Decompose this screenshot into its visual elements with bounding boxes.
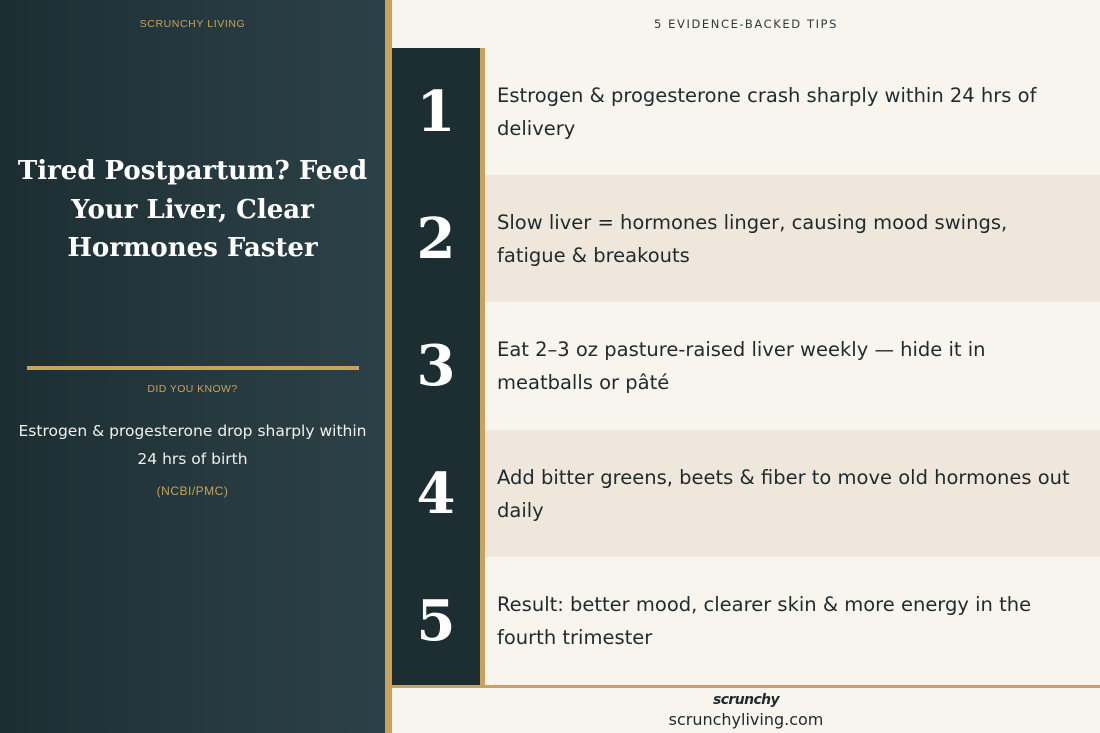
tip-text: Slow liver = hormones linger, causing mood swings, fatigue & breakouts	[485, 175, 1100, 303]
tip-item-3	[392, 302, 1100, 430]
gold-divider	[27, 366, 359, 370]
tip-number: 1	[392, 48, 480, 176]
tip-text: Result: better mood, clearer skin & more energy in the fourth trimester	[485, 557, 1100, 685]
tip-item-1	[392, 48, 1100, 176]
tip-number: 5	[392, 557, 480, 685]
tip-text: Estrogen & progesterone crash sharply within 24 hrs of delivery	[485, 48, 1100, 176]
footer-url[interactable]: scrunchyliving.com	[668, 710, 824, 729]
tip-text: Add bitter greens, beets & fiber to move old hormones out daily	[485, 430, 1100, 558]
brand-name: SCRUNCHY LIVING	[139, 18, 246, 30]
tip-number: 2	[392, 175, 480, 303]
tips-header-label: 5 EVIDENCE-BACKED TIPS	[653, 17, 838, 31]
vertical-gold-divider	[385, 0, 392, 733]
tips-header	[392, 0, 1100, 48]
tip-item-5	[392, 557, 1100, 685]
tip-number: 4	[392, 430, 480, 558]
did-you-know-label: DID YOU KNOW?	[147, 383, 238, 395]
left-panel	[0, 0, 385, 733]
tips-list	[392, 48, 1100, 685]
page-title: Tired Postpartum? Feed Your Liver, Clear Hormones Faster	[17, 156, 368, 263]
footer	[392, 688, 1100, 733]
did-you-know-source: (NCBI/PMC)	[156, 484, 229, 498]
did-you-know-text: Estrogen & progesterone drop sharply within 24 hrs of birth	[18, 422, 367, 468]
tip-text: Eat 2–3 oz pasture-raised liver weekly — hide it in meatballs or pâté	[485, 302, 1100, 430]
tip-number: 3	[392, 302, 480, 430]
tip-item-2	[392, 175, 1100, 303]
footer-logo: scrunchy	[712, 692, 780, 708]
tip-item-4	[392, 430, 1100, 558]
